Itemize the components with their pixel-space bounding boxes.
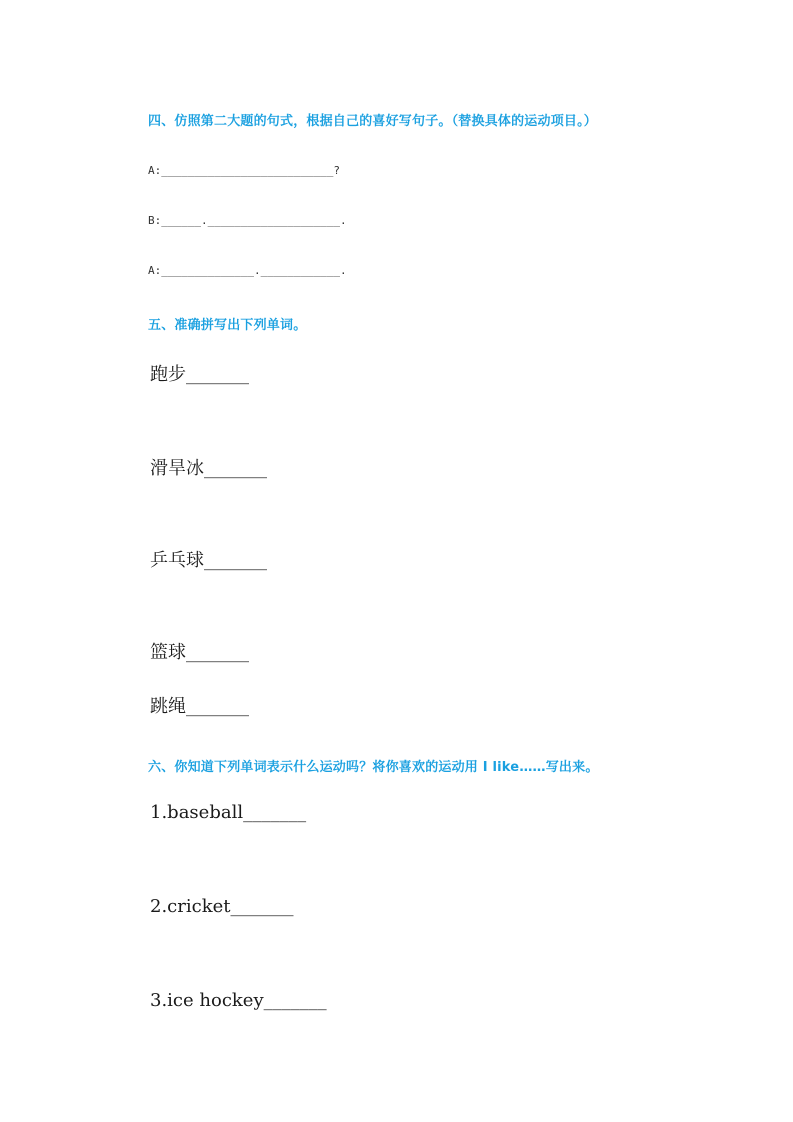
spelling-item-basketball: 篮球_______: [150, 642, 249, 663]
spelling-item-running: 跑步_______: [150, 364, 249, 385]
dialog-line-b: B:______.____________________.: [148, 214, 347, 227]
dialog-line-a2: A:______________.____________.: [148, 264, 347, 277]
section-5-heading: 五、准确拼写出下列单词。: [148, 318, 307, 333]
spelling-item-jump-rope: 跳绳_______: [150, 696, 249, 717]
section-4-heading: 四、仿照第二大题的句式，根据自己的喜好写句子。（替换具体的运动项目。）: [148, 114, 598, 129]
section-6-heading: 六、你知道下列单词表示什么运动吗？将你喜欢的运动用 I like……写出来。: [148, 760, 599, 775]
sport-item-baseball: 1.baseball_______: [150, 802, 307, 823]
sport-item-cricket: 2.cricket_______: [150, 896, 294, 917]
spelling-item-table-tennis: 乒乓球_______: [150, 550, 267, 571]
dialog-line-a1: A:__________________________?: [148, 164, 341, 177]
spelling-item-roller-skating: 滑旱冰_______: [150, 458, 267, 479]
sport-item-ice-hockey: 3.ice hockey_______: [150, 990, 327, 1011]
